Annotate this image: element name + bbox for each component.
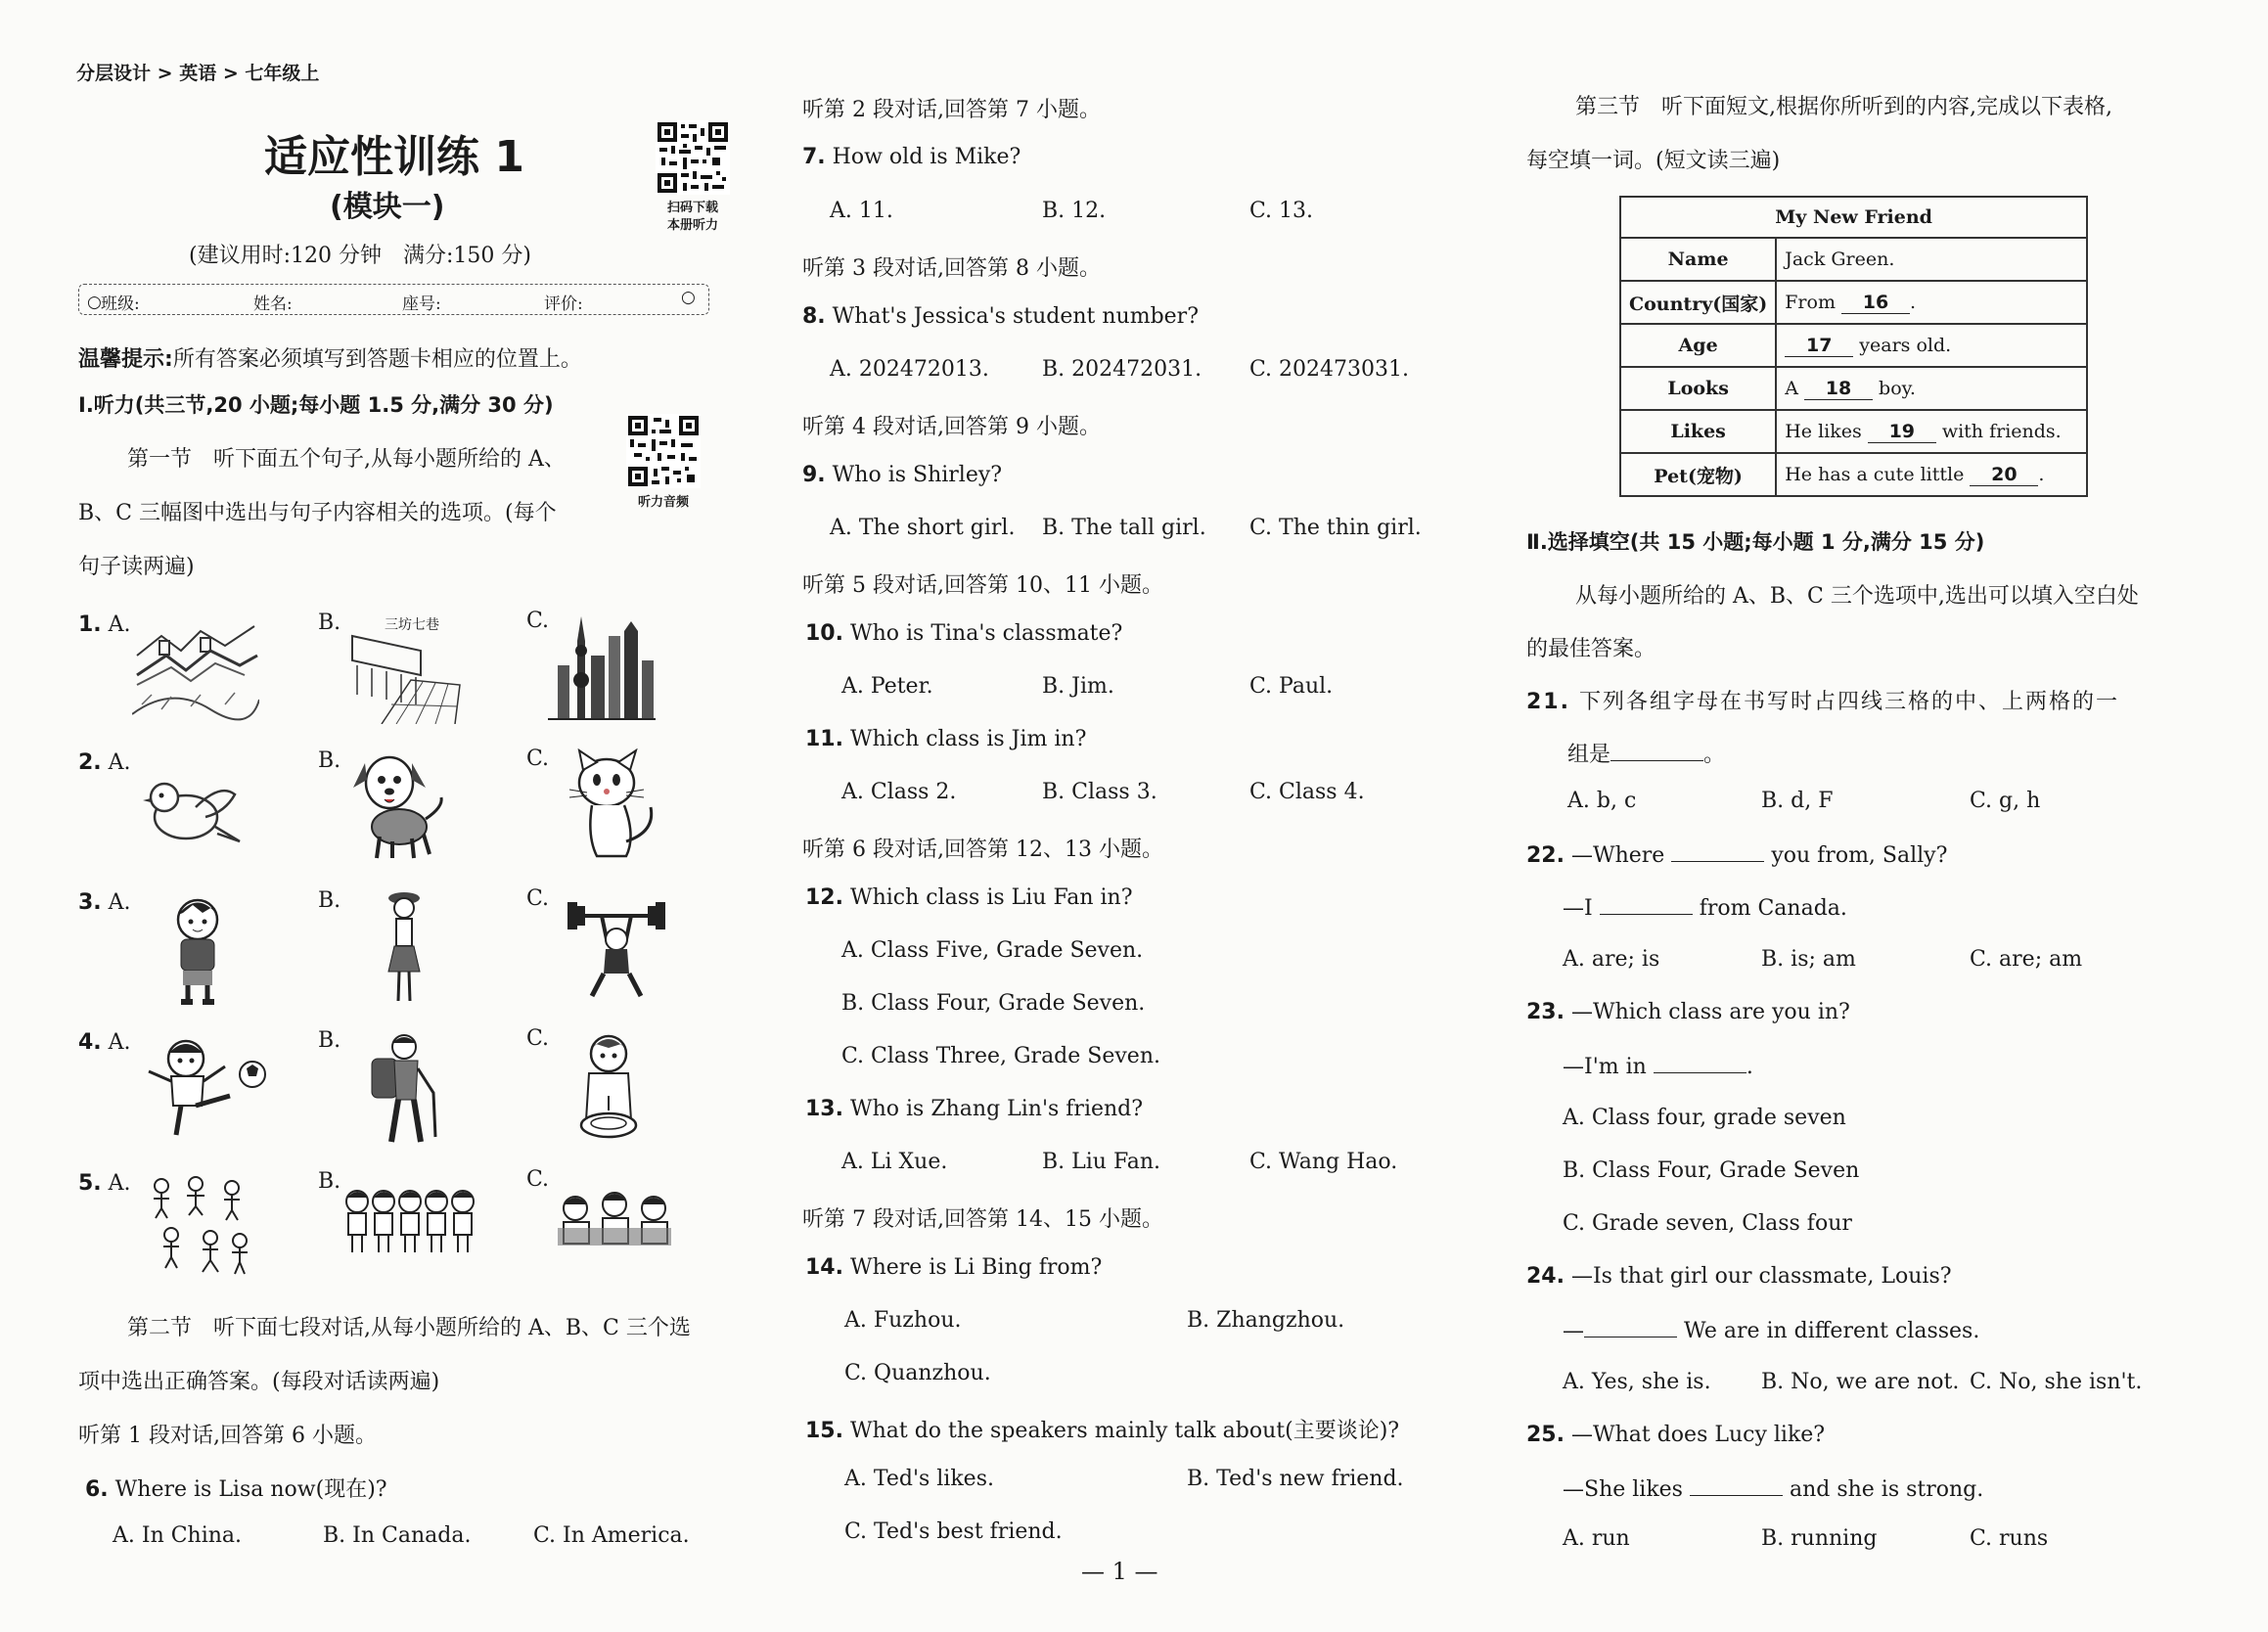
answer-blank[interactable] xyxy=(1584,1317,1677,1337)
part-1-instructions-line2: B、C 三幅图中选出与句子内容相关的选项。(每个 xyxy=(78,501,557,525)
option-21c[interactable]: C. g, h xyxy=(1970,789,2041,813)
cooking-boy-picture[interactable] xyxy=(565,1032,653,1150)
question-15: 15. What do the speakers mainly talk about(主要谈论)? xyxy=(805,1419,1400,1443)
question-1: 1. A. xyxy=(78,612,131,637)
info-grade-field[interactable]: 评价: xyxy=(544,295,583,314)
option-13c[interactable]: C. Wang Hao. xyxy=(1249,1150,1398,1174)
option-3b-label[interactable]: B. xyxy=(318,888,341,913)
question-6: 6. Where is Lisa now(现在)? xyxy=(85,1477,387,1502)
question-4: 4. A. xyxy=(78,1030,131,1055)
option-23a[interactable]: A. Class four, grade seven xyxy=(1563,1106,1846,1130)
dialogue-2-instruction: 听第 2 段对话,回答第 7 小题。 xyxy=(802,98,1101,122)
dog-picture[interactable] xyxy=(345,748,453,861)
question-25: 25. —What does Lucy like? xyxy=(1526,1423,1826,1447)
blank-17[interactable]: 17 xyxy=(1785,335,1853,357)
info-seat-field[interactable]: 座号: xyxy=(402,295,441,314)
blank-20[interactable]: 20 xyxy=(1970,464,2038,486)
option-23b[interactable]: B. Class Four, Grade Seven xyxy=(1563,1158,1860,1183)
option-8a[interactable]: A. 202472013. xyxy=(830,357,989,382)
option-24a[interactable]: A. Yes, she is. xyxy=(1563,1370,1711,1394)
answer-blank[interactable] xyxy=(1690,1475,1783,1496)
question-23-line2: —I'm in . xyxy=(1563,1055,1753,1079)
blank-18[interactable]: 18 xyxy=(1804,378,1873,400)
option-2c-label[interactable]: C. xyxy=(526,747,550,771)
option-12b[interactable]: B. Class Four, Grade Seven. xyxy=(841,991,1146,1016)
option-6b[interactable]: B. In Canada. xyxy=(323,1523,472,1548)
breadcrumb-subject[interactable]: 英语 xyxy=(179,63,217,84)
info-class-field[interactable]: 班级: xyxy=(101,295,140,314)
option-3c-label[interactable]: C. xyxy=(526,886,550,911)
option-4b-label[interactable]: B. xyxy=(318,1028,341,1053)
qr-caption-download: 扫码下载 本册听力 xyxy=(666,201,718,233)
table-row: Likes He likes 19 with friends. xyxy=(1620,410,2087,453)
option-15a[interactable]: A. Ted's likes. xyxy=(844,1467,994,1491)
option-7b[interactable]: B. 12. xyxy=(1042,199,1107,223)
option-14c[interactable]: C. Quanzhou. xyxy=(844,1361,991,1385)
option-11a[interactable]: A. Class 2. xyxy=(841,780,957,804)
answer-blank[interactable] xyxy=(1671,841,1764,862)
part-3-instructions-line1: 第三节 听下面短文,根据你所听到的内容,完成以下表格, xyxy=(1575,95,2112,119)
option-25a[interactable]: A. run xyxy=(1563,1526,1630,1551)
page-subtitle: (模块一) xyxy=(330,190,445,224)
question-22-line2: —I from Canada. xyxy=(1563,896,1847,921)
part-3-instructions-line2: 每空填一词。(短文读三遍) xyxy=(1526,149,1781,173)
option-13a[interactable]: A. Li Xue. xyxy=(841,1150,948,1174)
option-15c[interactable]: C. Ted's best friend. xyxy=(844,1519,1063,1544)
soccer-boy-picture[interactable] xyxy=(137,1037,274,1145)
question-21-line2: 组是 。 xyxy=(1567,743,1726,767)
answer-blank[interactable] xyxy=(1610,741,1703,761)
option-9a[interactable]: A. The short girl. xyxy=(830,516,1016,540)
option-9b[interactable]: B. The tall girl. xyxy=(1042,516,1206,540)
option-22c[interactable]: C. are; am xyxy=(1970,947,2083,972)
qr-code-audio[interactable] xyxy=(626,414,701,488)
option-25b[interactable]: B. running xyxy=(1761,1526,1878,1551)
question-9: 9. Who is Shirley? xyxy=(802,463,1003,487)
option-6c[interactable]: C. In America. xyxy=(533,1523,690,1548)
option-8c[interactable]: C. 202473031. xyxy=(1249,357,1410,382)
question-21: 21. 下列各组字母在书写时占四线三格的中、上两格的一 xyxy=(1526,690,2119,714)
question-2: 2. A. xyxy=(78,750,131,775)
dialogue-7-instruction: 听第 7 段对话,回答第 14、15 小题。 xyxy=(802,1207,1163,1232)
qr-icon xyxy=(656,120,730,195)
option-23c[interactable]: C. Grade seven, Class four xyxy=(1563,1211,1852,1236)
hiker-picture[interactable] xyxy=(357,1029,455,1152)
option-25c[interactable]: C. runs xyxy=(1970,1526,2049,1551)
info-circle-icon: ○ xyxy=(681,288,696,307)
cat-picture[interactable] xyxy=(558,748,665,866)
great-wall-picture[interactable] xyxy=(132,616,259,724)
section-2-intro-line2: 的最佳答案。 xyxy=(1526,637,1656,661)
option-12c[interactable]: C. Class Three, Grade Seven. xyxy=(841,1044,1160,1068)
section-2-intro-line1: 从每小题所给的 A、B、C 三个选项中,选出可以填入空白处 xyxy=(1575,584,2139,609)
question-24-line2: — We are in different classes. xyxy=(1563,1319,1980,1343)
table-row: Name Jack Green. xyxy=(1620,238,2087,281)
question-7: 7. How old is Mike? xyxy=(802,145,1021,169)
blank-19[interactable]: 19 xyxy=(1868,421,1936,443)
option-7c[interactable]: C. 13. xyxy=(1249,199,1314,223)
friend-table xyxy=(1619,196,2088,497)
tall-girl-picture[interactable] xyxy=(375,888,433,1011)
question-23: 23. —Which class are you in? xyxy=(1526,1000,1850,1024)
option-6a[interactable]: A. In China. xyxy=(113,1523,243,1548)
info-circle-icon: ○ xyxy=(87,293,102,312)
dialogue-6-instruction: 听第 6 段对话,回答第 12、13 小题。 xyxy=(802,838,1163,862)
bird-picture[interactable] xyxy=(137,773,254,851)
answer-blank[interactable] xyxy=(1654,1053,1746,1073)
question-10: 10. Who is Tina's classmate? xyxy=(805,621,1123,646)
breadcrumb-series[interactable]: 分层设计 xyxy=(76,63,152,84)
dialogue-4-instruction: 听第 4 段对话,回答第 9 小题。 xyxy=(802,415,1101,439)
qr-caption-audio: 听力音频 xyxy=(637,495,689,510)
blank-16[interactable]: 16 xyxy=(1841,292,1910,314)
table-row: Looks A 18 boy. xyxy=(1620,367,2087,410)
section-1-heading: Ⅰ.听力(共三节,20 小题;每小题 1.5 分,满分 30 分) xyxy=(78,393,554,417)
option-1b-label[interactable]: B. xyxy=(318,611,341,635)
qr-icon xyxy=(626,414,701,488)
option-7a[interactable]: A. 11. xyxy=(830,199,893,223)
right-column xyxy=(1521,0,2206,1632)
option-24b[interactable]: B. No, we are not. xyxy=(1761,1370,1960,1394)
left-column xyxy=(73,0,758,1632)
question-8: 8. What's Jessica's student number? xyxy=(802,304,1199,329)
option-11c[interactable]: C. Class 4. xyxy=(1249,780,1365,804)
question-25-line2: —She likes and she is strong. xyxy=(1563,1477,1984,1502)
option-22a[interactable]: A. are; is xyxy=(1563,947,1660,972)
student-info-bar xyxy=(78,284,709,315)
street-gate-picture[interactable] xyxy=(342,626,470,724)
tip: 温馨提示:所有答案必须填写到答题卡相应的位置上。 xyxy=(78,347,582,372)
picture-label-sanfangqixiang: 三坊七巷 xyxy=(385,617,439,633)
question-5: 5. A. xyxy=(78,1171,131,1196)
option-22b[interactable]: B. is; am xyxy=(1761,947,1856,972)
weightlifter-picture[interactable] xyxy=(563,890,670,1003)
qr-code-download[interactable] xyxy=(656,120,730,195)
option-14b[interactable]: B. Zhangzhou. xyxy=(1187,1308,1345,1333)
option-1c-label[interactable]: C. xyxy=(526,609,550,633)
middle-column xyxy=(797,0,1473,1632)
option-10a[interactable]: A. Peter. xyxy=(841,674,933,699)
option-21a[interactable]: A. b, c xyxy=(1567,789,1637,813)
page-title: 适应性训练 1 xyxy=(264,132,524,182)
option-2b-label[interactable]: B. xyxy=(318,748,341,773)
kids-reading-picture[interactable] xyxy=(556,1189,673,1252)
option-12a[interactable]: A. Class Five, Grade Seven. xyxy=(841,938,1144,963)
option-15b[interactable]: B. Ted's new friend. xyxy=(1187,1467,1404,1491)
section-2-heading: Ⅱ.选择填空(共 15 小题;每小题 1 分,满分 15 分) xyxy=(1526,530,1985,554)
table-row: Country(国家) From 16 . xyxy=(1620,281,2087,324)
question-13: 13. Who is Zhang Lin's friend? xyxy=(805,1097,1144,1121)
question-14: 14. Where is Li Bing from? xyxy=(805,1255,1103,1280)
option-21b[interactable]: B. d, F xyxy=(1761,789,1834,813)
answer-blank[interactable] xyxy=(1600,894,1693,915)
part-2-instructions-line1: 第二节 听下面七段对话,从每小题所给的 A、B、C 三个选 xyxy=(127,1316,691,1340)
option-11b[interactable]: B. Class 3. xyxy=(1042,780,1157,804)
question-12: 12. Which class is Liu Fan in? xyxy=(805,885,1133,910)
table-row: Pet(宠物) He has a cute little 20 . xyxy=(1620,453,2087,496)
option-24c[interactable]: C. No, she isn't. xyxy=(1970,1370,2143,1394)
breadcrumb-grade[interactable]: 七年级上 xyxy=(245,63,320,84)
question-24: 24. —Is that girl our classmate, Louis? xyxy=(1526,1264,1952,1289)
part-2-instructions-line2: 项中选出正确答案。(每段对话读两遍) xyxy=(78,1370,440,1394)
dialogue-3-instruction: 听第 3 段对话,回答第 8 小题。 xyxy=(802,256,1101,281)
option-9c[interactable]: C. The thin girl. xyxy=(1249,516,1422,540)
option-14a[interactable]: A. Fuzhou. xyxy=(844,1308,962,1333)
page-number: — 1 — xyxy=(1081,1558,1158,1585)
dialogue-1-instruction: 听第 1 段对话,回答第 6 小题。 xyxy=(78,1424,377,1448)
question-11: 11. Which class is Jim in? xyxy=(805,727,1087,751)
option-10b[interactable]: B. Jim. xyxy=(1042,674,1114,699)
time-limit: (建议用时:120 分钟 满分:150 分) xyxy=(189,244,531,268)
info-name-field[interactable]: 姓名: xyxy=(253,295,293,314)
table-row: Age 17 years old. xyxy=(1620,324,2087,367)
friend-table-title: My New Friend xyxy=(1620,197,2087,238)
option-10c[interactable]: C. Paul. xyxy=(1249,674,1334,699)
kids-playing-picture[interactable] xyxy=(142,1174,259,1282)
question-3: 3. A. xyxy=(78,890,131,915)
skyline-picture[interactable] xyxy=(548,607,656,724)
option-4c-label[interactable]: C. xyxy=(526,1026,550,1051)
option-13b[interactable]: B. Liu Fan. xyxy=(1042,1150,1161,1174)
friend-table-wrapper xyxy=(1619,196,2088,497)
question-22: 22. —Where you from, Sally? xyxy=(1526,843,1948,868)
dialogue-5-instruction: 听第 5 段对话,回答第 10、11 小题。 xyxy=(802,573,1163,598)
part-1-instructions-line1: 第一节 听下面五个句子,从每小题所给的 A、 xyxy=(127,447,566,472)
short-boy-picture[interactable] xyxy=(163,895,232,1008)
option-8b[interactable]: B. 202472031. xyxy=(1042,357,1202,382)
option-5c-label[interactable]: C. xyxy=(526,1167,550,1192)
kids-standing-picture[interactable] xyxy=(342,1184,479,1257)
part-1-instructions-line3: 句子读两遍) xyxy=(78,555,195,579)
option-5b-label[interactable]: B. xyxy=(318,1169,341,1194)
breadcrumb: 分层设计 > 英语 > 七年级上 xyxy=(76,63,320,84)
